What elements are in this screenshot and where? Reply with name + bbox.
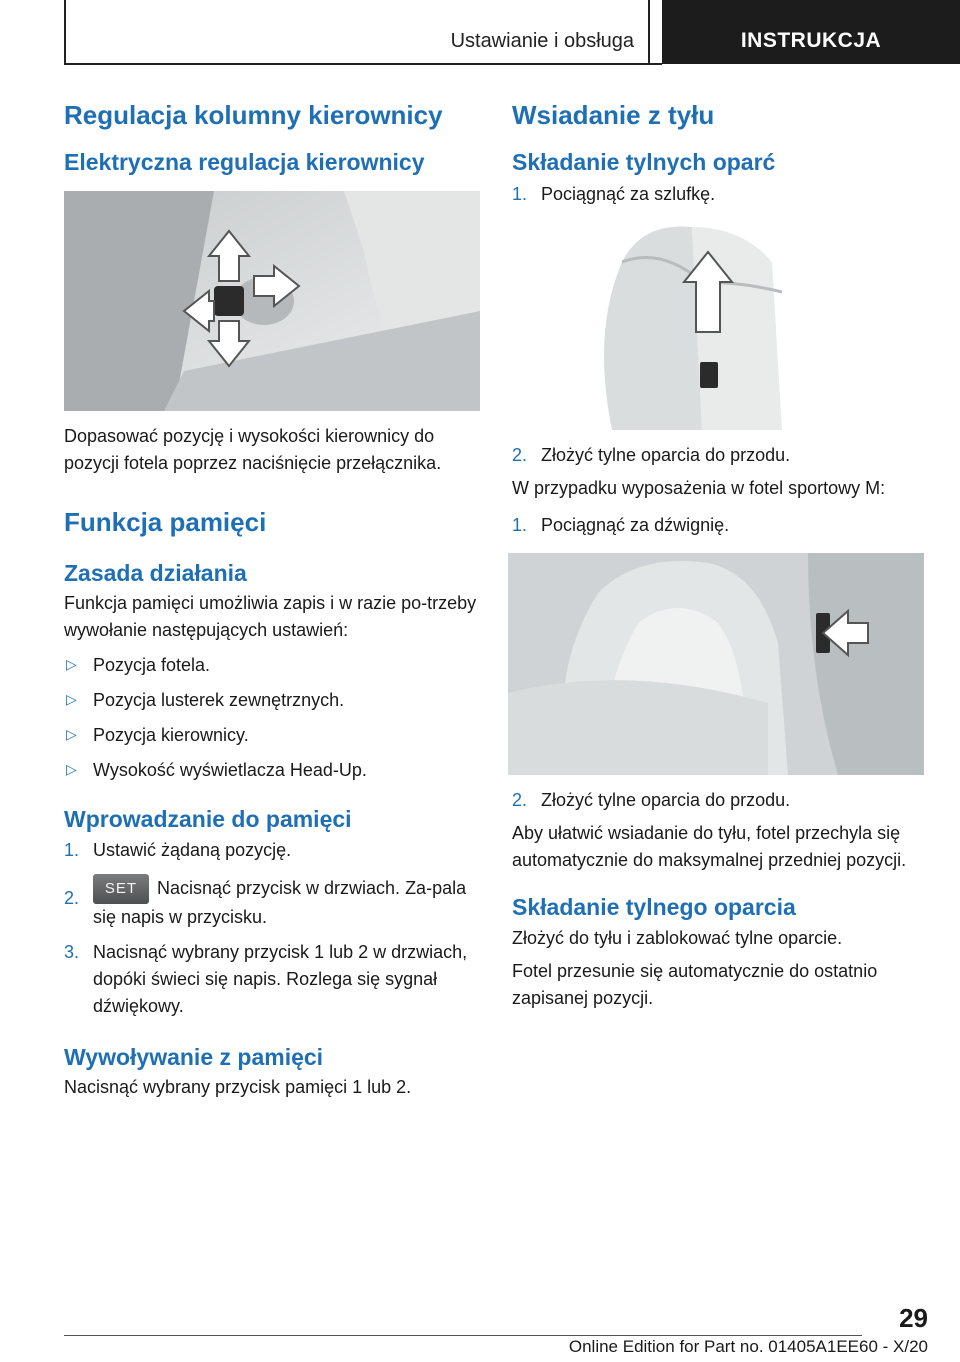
store-memory-steps xyxy=(64,837,484,1020)
header-bottom-rule xyxy=(64,63,662,65)
paragraph-operating-principle: Funkcja pamięci umożliwia zapis i w razie po-trzeby wywołanie następujących ustawień: xyxy=(64,592,477,640)
sport-seat-illustration xyxy=(508,553,924,775)
heading-steering-column: Regulacja kolumny kierownicy xyxy=(64,100,443,130)
list-item: ▷ Wysokość wyświetlacza Head-Up. xyxy=(66,759,367,780)
left-column xyxy=(64,100,484,1101)
steering-switch-illustration xyxy=(64,191,480,411)
heading-unfold-backrest: Składanie tylnego oparcia xyxy=(512,893,796,920)
triangle-bullet-icon: ▷ xyxy=(66,725,77,742)
list-item: ▷ Pozycja kierownicy. xyxy=(66,724,249,745)
list-item: 1. Pociągnąć za szlufkę. xyxy=(512,183,716,204)
fold-steps-b xyxy=(512,442,928,469)
heading-rear-entry: Wsiadanie z tyłu xyxy=(512,100,715,130)
fold-steps-a xyxy=(512,181,928,208)
paragraph-electric-adjust: Dopasować pozycję i wysokości kierownicy do pozycji fotela poprzez naciśnięcie przełącznika. xyxy=(64,425,442,473)
heading-memory-function: Funkcja pamięci xyxy=(64,506,267,537)
paragraph-recall-memory: Nacisnąć wybrany przycisk pamięci 1 lub 2. xyxy=(64,1076,412,1097)
sport-seat-lever-figure xyxy=(508,553,924,775)
page-number: 29 xyxy=(899,1303,928,1333)
backrest-strap-illustration xyxy=(582,222,802,430)
footer-edition: Online Edition for Part no. 01405A1EE60 - X/20 xyxy=(568,1337,928,1356)
list-item: 3. Nacisnąć wybrany przycisk 1 lub 2 w drzwiach, dopóki świeci się napis. Rozlega się sygnał dźwiękowy. xyxy=(64,942,468,1017)
paragraph-auto-tilt: Aby ułatwić wsiadanie do tyłu, fotel przechyla się automatycznie do maksymalnej przedniej pozycji. xyxy=(512,822,907,870)
heading-electric-adjust: Elektryczna regulacja kierownicy xyxy=(64,149,425,176)
list-item: 2. Złożyć tylne oparcia do przodu. xyxy=(512,444,791,465)
sport-steps-a xyxy=(512,512,928,539)
memory-settings-list xyxy=(64,652,484,784)
header-section-title: Ustawianie i obsługa xyxy=(450,30,634,52)
triangle-bullet-icon: ▷ xyxy=(66,760,77,777)
backrest-strap-figure xyxy=(582,222,802,430)
paragraph-unfold-1: Złożyć do tyłu i zablokować tylne oparcie. xyxy=(512,928,843,949)
paragraph-sport-seat: W przypadku wyposażenia w fotel sportowy M: xyxy=(512,477,886,498)
sport-steps-b xyxy=(512,787,928,814)
list-item: 1. Ustawić żądaną pozycję. xyxy=(64,840,292,861)
heading-store-memory: Wprowadzanie do pamięci xyxy=(64,805,352,832)
paragraph-unfold-2: Fotel przesunie się automatycznie do ostatnio zapisanej pozycji. xyxy=(512,961,878,1009)
triangle-bullet-icon: ▷ xyxy=(66,655,77,672)
list-item: ▷ Pozycja lusterek zewnętrznych. xyxy=(66,689,345,710)
list-item: ▷ Pozycja fotela. xyxy=(66,654,211,675)
heading-recall-memory: Wywoływanie z pamięci xyxy=(64,1044,324,1071)
header-tab-label: INSTRUKCJA xyxy=(662,0,960,64)
list-item: 2. SET Nacisnąć przycisk w drzwiach. Za-pala się napis w przycisku. xyxy=(64,874,484,931)
heading-fold-backrests: Składanie tylnych oparć xyxy=(512,149,776,176)
right-column xyxy=(512,100,928,1012)
set-button-icon: SET xyxy=(93,874,149,904)
header-divider xyxy=(648,0,650,64)
triangle-bullet-icon: ▷ xyxy=(66,690,77,707)
heading-operating-principle: Zasada działania xyxy=(64,559,247,586)
steering-adjust-figure xyxy=(64,191,480,411)
list-item: 2. Złożyć tylne oparcia do przodu. xyxy=(512,789,791,810)
list-item: 1. Pociągnąć za dźwignię. xyxy=(512,514,730,535)
footer-rule xyxy=(64,1335,862,1336)
